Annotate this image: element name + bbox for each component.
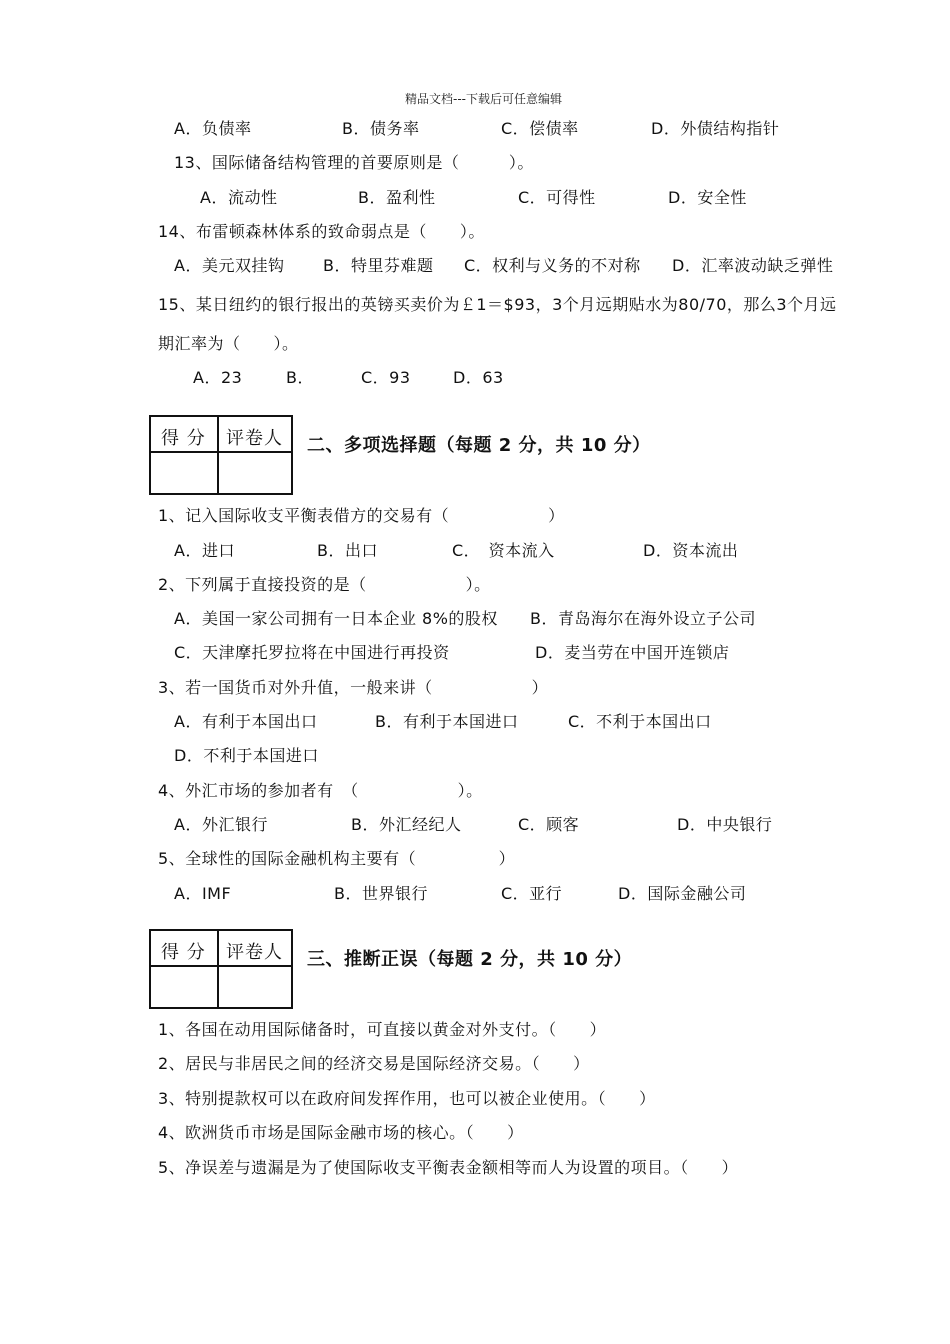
score-box-divider [151, 451, 291, 453]
q13-option-a: A．流动性 [200, 188, 278, 207]
question-15-line1: 15、某日纽约的银行报出的英镑买卖价为￡1＝$93，3个月远期贴水为80/70，那么3个月远 [158, 295, 837, 314]
s2-question-4: 4、外汇市场的参加者有 （ ）。 [158, 781, 483, 800]
page-header: 精品文档---下载后可任意编辑 [405, 92, 562, 106]
q13-option-c: C．可得性 [518, 188, 596, 207]
q13-option-d: D．安全性 [668, 188, 747, 207]
q12-option-d: D．外债结构指针 [651, 119, 780, 138]
s2-q5-option-d: D．国际金融公司 [618, 884, 747, 903]
score-box-divider [217, 931, 219, 1007]
q15-option-b: B． [286, 368, 314, 387]
q14-option-b: B．特里芬难题 [323, 256, 434, 275]
s2-q4-option-c: C．顾客 [518, 815, 580, 834]
s2-q5-option-a: A．IMF [174, 884, 232, 903]
s2-q2-option-c: C．天津摩托罗拉将在中国进行再投资 [174, 643, 450, 662]
s2-q3-option-a: A．有利于本国出口 [174, 712, 318, 731]
q12-option-b: B．债务率 [342, 119, 420, 138]
s2-q3-option-b: B．有利于本国进口 [375, 712, 519, 731]
s2-q1-option-d: D．资本流出 [643, 541, 739, 560]
s2-q1-option-a: A．进口 [174, 541, 235, 560]
s3-statement-4: 4、欧洲货币市场是国际金融市场的核心。（ ） [158, 1123, 524, 1142]
q15-option-d: D．63 [453, 368, 504, 387]
q14-option-a: A．美元双挂钩 [174, 256, 285, 275]
section2-title: 二、多项选择题（每题 2 分，共 10 分） [307, 435, 651, 456]
section3-title: 三、推断正误（每题 2 分，共 10 分） [307, 949, 633, 970]
s2-q5-option-c: C．亚行 [501, 884, 563, 903]
s2-q3-option-c: C．不利于本国出口 [568, 712, 712, 731]
s2-q1-option-c: C． 资本流入 [452, 541, 555, 560]
s3-statement-3: 3、特别提款权可以在政府间发挥作用，也可以被企业使用。（ ） [158, 1089, 656, 1108]
s2-q2-option-b: B．青岛海尔在海外设立子公司 [530, 609, 756, 628]
s2-question-3: 3、若一国货币对外升值，一般来讲（ ） [158, 678, 549, 697]
s3-statement-2: 2、居民与非居民之间的经济交易是国际经济交易。（ ） [158, 1054, 590, 1073]
s2-q4-option-b: B．外汇经纪人 [351, 815, 462, 834]
s3-statement-5: 5、净误差与遗漏是为了使国际收支平衡表金额相等而人为设置的项目。（ ） [158, 1158, 739, 1177]
s2-q4-option-d: D．中央银行 [677, 815, 773, 834]
score-label: 得 分 [161, 428, 206, 449]
s2-question-1: 1、记入国际收支平衡表借方的交易有（ ） [158, 506, 565, 525]
question-14: 14、布雷顿森林体系的致命弱点是（ ）。 [158, 222, 485, 241]
question-15-line2: 期汇率为（ ）。 [158, 334, 299, 353]
s2-q5-option-b: B．世界银行 [334, 884, 428, 903]
grader-label: 评卷人 [226, 428, 283, 449]
score-label: 得 分 [161, 942, 206, 963]
q15-option-c: C．93 [361, 368, 411, 387]
score-box-section2 [149, 415, 293, 495]
s2-q2-option-d: D．麦当劳在中国开连锁店 [535, 643, 730, 662]
s2-question-2: 2、下列属于直接投资的是（ ）。 [158, 575, 491, 594]
s2-question-5: 5、全球性的国际金融机构主要有（ ） [158, 849, 516, 868]
s2-q1-option-b: B．出口 [317, 541, 378, 560]
s3-statement-1: 1、各国在动用国际储备时，可直接以黄金对外支付。（ ） [158, 1020, 607, 1039]
s2-q2-option-a: A．美国一家公司拥有一日本企业 8%的股权 [174, 609, 498, 628]
q15-option-a: A．23 [193, 368, 243, 387]
score-box-divider [151, 965, 291, 967]
s2-q3-option-d: D．不利于本国进口 [174, 746, 319, 765]
score-box-divider [217, 417, 219, 493]
question-13: 13、国际储备结构管理的首要原则是（ ）。 [174, 153, 534, 172]
s2-q4-option-a: A．外汇银行 [174, 815, 268, 834]
q13-option-b: B．盈利性 [358, 188, 436, 207]
q12-option-a: A．负债率 [174, 119, 252, 138]
grader-label: 评卷人 [226, 942, 283, 963]
q14-option-c: C．权利与义务的不对称 [464, 256, 641, 275]
score-box-section3 [149, 929, 293, 1009]
q14-option-d: D．汇率波动缺乏弹性 [672, 256, 834, 275]
q12-option-c: C．偿债率 [501, 119, 579, 138]
